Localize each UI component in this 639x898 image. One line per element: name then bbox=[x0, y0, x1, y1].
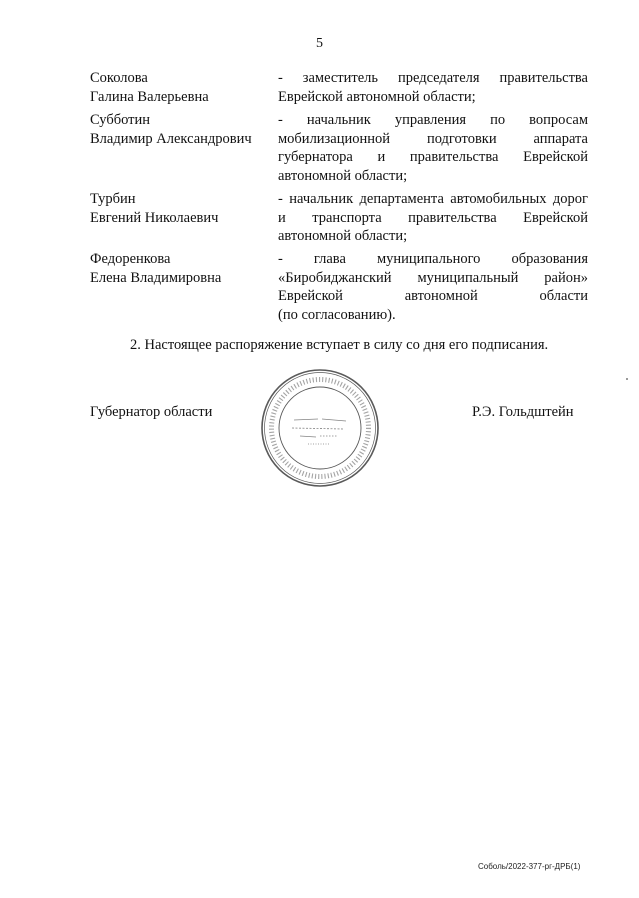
role-line: - начальник управления по вопросам bbox=[278, 112, 588, 128]
member-given-names: Владимир Александрович bbox=[90, 130, 252, 147]
member-name bbox=[90, 111, 270, 148]
page-number: 5 bbox=[316, 36, 323, 51]
effective-date-clause: 2. Настоящее распоряжение вступает в силу со дня его подписания. bbox=[130, 337, 549, 353]
role-line: Еврейской автономной области; bbox=[278, 88, 476, 105]
role-line: автономной области; bbox=[278, 167, 408, 184]
role-line: автономной области; bbox=[278, 228, 408, 244]
member-role bbox=[278, 69, 588, 106]
member-role bbox=[278, 190, 588, 246]
role-line: «Биробиджанский муниципальный район» bbox=[278, 269, 588, 286]
member-name bbox=[90, 69, 270, 106]
role-line: (по согласованию). bbox=[278, 306, 396, 323]
member-role bbox=[278, 250, 588, 324]
signatory-title: Губернатор области bbox=[90, 404, 213, 420]
member-surname: Соколова bbox=[90, 70, 148, 86]
member-surname: Субботин bbox=[90, 112, 151, 128]
member-given-names: Евгений Николаевич bbox=[90, 209, 219, 226]
role-line: - начальник департамента автомобильных дорог bbox=[278, 191, 588, 207]
role-line: - заместитель председателя правительства bbox=[278, 70, 588, 86]
member-surname: Турбин bbox=[90, 191, 136, 207]
role-line: мобилизационной подготовки аппарата bbox=[278, 130, 588, 147]
member-given-names: Елена Владимировна bbox=[90, 269, 222, 286]
scan-speck bbox=[626, 378, 628, 380]
member-name bbox=[90, 250, 270, 287]
official-seal bbox=[258, 366, 382, 490]
document-code: Соболь/2022-377-рг-ДРБ(1) bbox=[478, 862, 581, 871]
role-line: и транспорта правительства Еврейской bbox=[278, 209, 588, 226]
role-line: Еврейской автономной области bbox=[278, 288, 588, 304]
member-surname: Федоренкова bbox=[90, 251, 171, 267]
member-given-names: Галина Валерьевна bbox=[90, 88, 209, 105]
member-role bbox=[278, 111, 588, 185]
role-line: губернатора и правительства Еврейской bbox=[278, 149, 588, 165]
role-line: - глава муниципального образования bbox=[278, 251, 588, 267]
member-name bbox=[90, 190, 270, 227]
signatory-name: Р.Э. Гольдштейн bbox=[472, 404, 574, 420]
